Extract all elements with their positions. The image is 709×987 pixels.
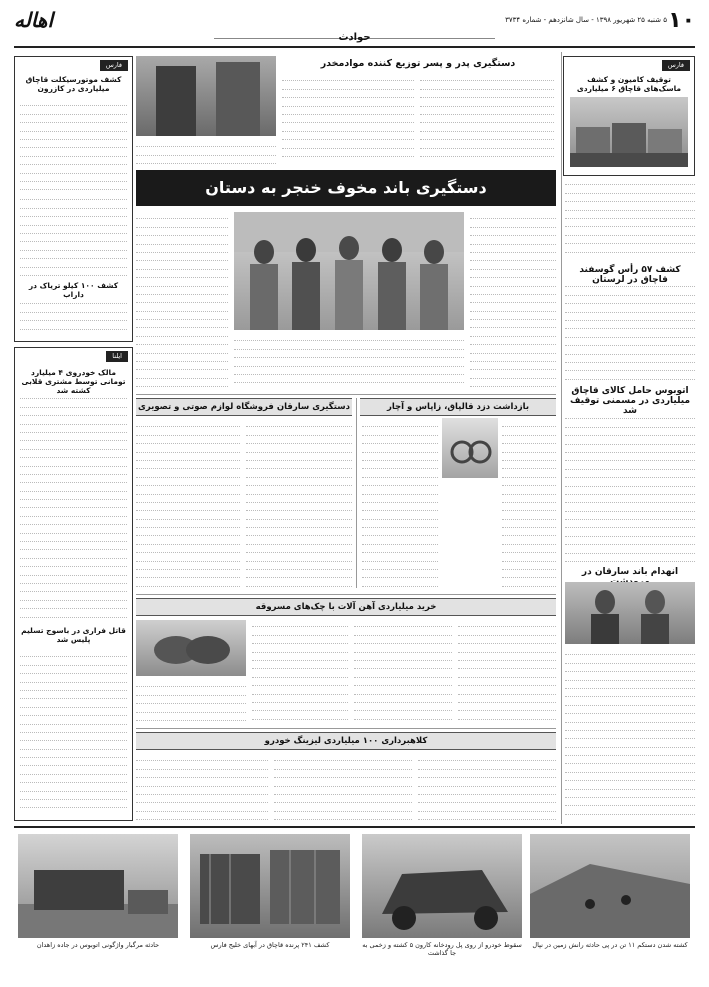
story-title: بازداشت دزد قالپاق، زاپاس و آچار: [360, 398, 556, 416]
arrested-gang-image: [234, 212, 464, 330]
top-story-title: دستگیری پدر و پسر توزیع کننده موادمخدر: [320, 58, 516, 69]
story-photo: [442, 418, 498, 478]
column-rule: [356, 398, 357, 588]
photo-caption: کشته شدن دستکم ۱۱ تن در پی حادثه رانش زمین در نپال: [532, 941, 688, 949]
story-body: [252, 620, 348, 724]
story-body: [246, 420, 352, 588]
birds-photo: [190, 834, 350, 938]
story-body: [502, 420, 556, 588]
gang-photo: [234, 212, 464, 330]
story-body: [565, 178, 695, 260]
story-title: کشف ۱۰۰ کیلو تریاک در داراب: [28, 281, 119, 299]
handcuffs-image: [442, 418, 498, 478]
story-body: [565, 412, 695, 562]
story-title: کشف ۵۷ رأس گوسفند قاچاق در لرستان: [579, 265, 681, 285]
story-body: [470, 212, 556, 390]
wrecked-car-image: [362, 834, 522, 938]
overturned-bus-image: [18, 834, 178, 938]
divider: [136, 594, 556, 595]
car-crash-photo: [362, 834, 522, 938]
page-header: [14, 8, 695, 48]
story-body: [354, 620, 452, 724]
story-photo: [570, 97, 688, 167]
main-banner: دستگیری باند مخوف خنجر به دستان: [136, 170, 556, 206]
handcuffed-hands-image: [136, 620, 246, 676]
divider: [136, 394, 556, 395]
divider: [136, 728, 556, 729]
left-bottom-box: [14, 347, 133, 821]
story-body: [20, 297, 127, 337]
story-body: [282, 74, 414, 164]
story-title: کشف موتورسیکلت قاچاق میلیاردی در کازرون: [25, 75, 122, 93]
story-body: [565, 648, 695, 820]
source-tag: ایلنا: [106, 351, 128, 362]
divider: [14, 826, 695, 828]
source-tag: فارس: [100, 60, 128, 71]
story-body: [420, 74, 554, 164]
story-body: [136, 420, 240, 588]
column-rule: [561, 52, 562, 824]
photo-caption: سقوط خودرو از روی پل رودخانه کارون ۵ کشته و زخمی به جا گذاشت: [362, 941, 522, 957]
page-number: ۱۰: [668, 8, 695, 33]
bus-accident-photo: [18, 834, 178, 938]
photo-caption: حادثه مرگبار واژگونی اتوبوس در جاده زاهدان: [36, 941, 160, 949]
bird-cages-image: [190, 834, 350, 938]
story-body: [20, 650, 127, 814]
story-title: دستگیری سارقان فروشگاه لوازم صوتی و تصویری: [136, 398, 352, 416]
story-title: اتوبوس حامل کالای قاچاق میلیاردی در مسمنی توقیف شد: [569, 386, 691, 416]
landslide-rescuers-image: [530, 834, 690, 938]
source-tag: فارس: [662, 60, 690, 71]
story-body: [20, 99, 127, 191]
story-body: [20, 392, 127, 622]
story-body: [418, 754, 556, 820]
story-body: [136, 212, 228, 390]
photo-caption: کشف ۲۴۱ پرنده قاچاق در آبهای خلیج فارس: [210, 941, 330, 949]
handcuffed-suspect-image: [136, 56, 276, 136]
story-title: انهدام باند سارقان در: [581, 567, 679, 577]
newspaper-logo: اهاله: [14, 8, 54, 32]
story-body: [458, 620, 556, 724]
top-story-photo: [136, 56, 276, 136]
story-photo: [136, 620, 246, 676]
boxes-image: [570, 97, 688, 167]
story-body: [565, 280, 695, 380]
story-title: توقیف کامیون و کشف ماسک‌های قاچاق ۶ میلیاردی: [576, 75, 682, 93]
story-body: [136, 754, 268, 820]
right-top-box: [563, 56, 695, 176]
story-body: [136, 680, 246, 724]
issue-meta: ۵ شنبه ۲۵ شهریور ۱۳۹۸ - سال شانزدهم - شماره ۳۷۳۴: [505, 16, 667, 24]
story-body: [274, 754, 412, 820]
story-photo: [565, 582, 695, 644]
left-top-box: [14, 56, 133, 342]
section-title: حوادث: [338, 32, 371, 43]
landslide-photo: [530, 834, 690, 938]
story-title: کلاهبرداری ۱۰۰ میلیاردی لیزینگ خودرو: [136, 732, 556, 750]
story-title: مالک خودروی ۴ میلیارد تومانی توسط مشتری قلابی کشته شد: [21, 368, 126, 395]
story-body: [136, 140, 276, 166]
story-title: خرید میلیاردی آهن آلات با چک‌های مسروقه: [136, 598, 556, 616]
story-body: [234, 334, 464, 390]
story-body: [362, 420, 438, 588]
story-title: قاتل فراری در باسوج تسلیم پلیس شد: [21, 626, 126, 644]
story-body: [20, 193, 127, 279]
suspects-image: [565, 582, 695, 644]
